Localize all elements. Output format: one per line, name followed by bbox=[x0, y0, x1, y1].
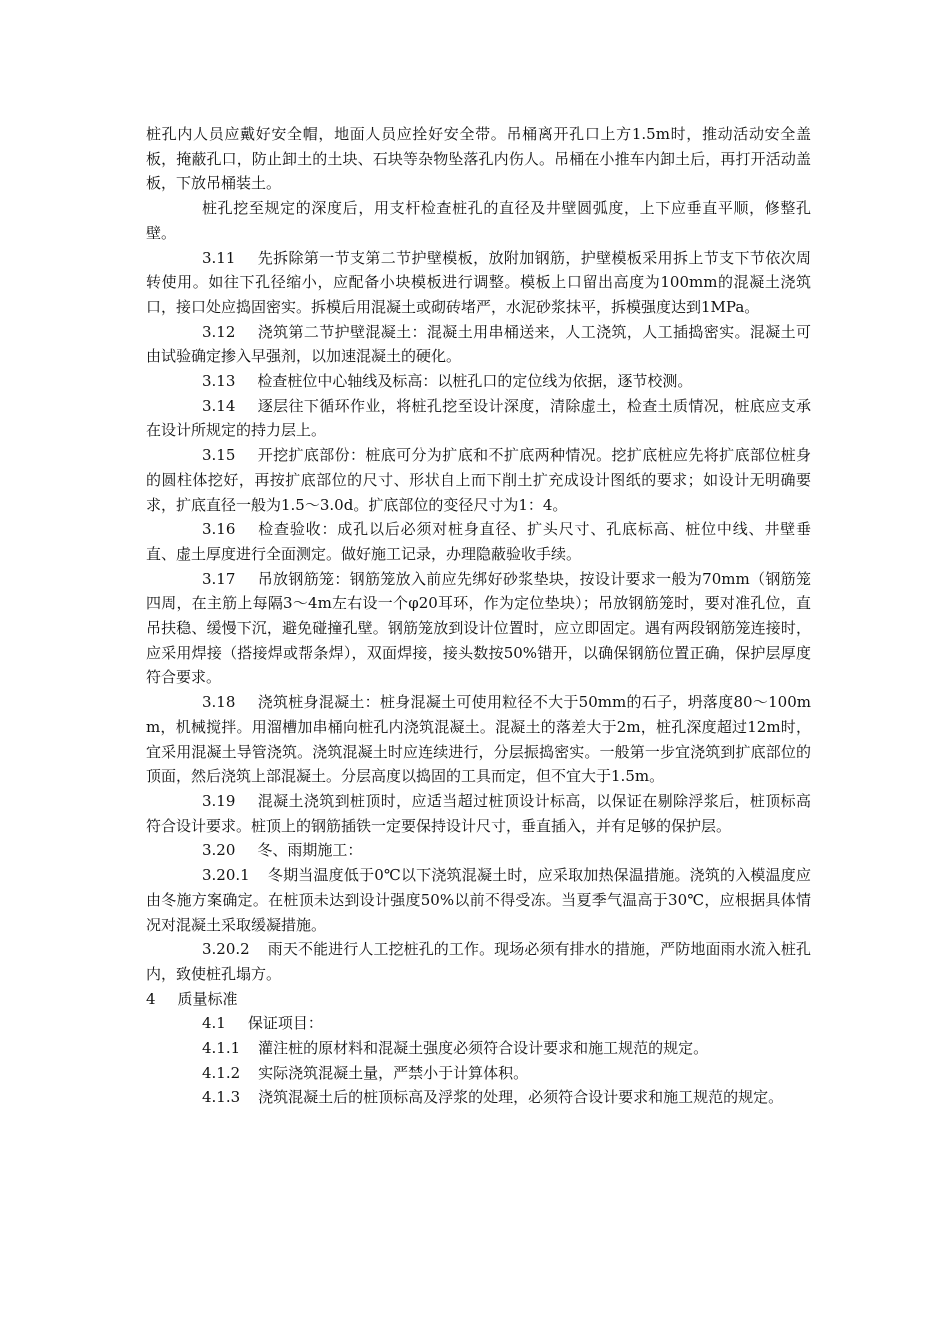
paragraph-3-16 bbox=[146, 517, 811, 566]
paragraph-text: 灌注桩的原材料和混凝土强度必须符合设计要求和施工规范的规定。 bbox=[258, 1039, 709, 1058]
paragraph-text: 开挖扩底部份：桩底可分为扩底和不扩底两种情况。挖扩底桩应先将扩底部位桩身的圆柱体挖好，再按扩底部位的尺寸、形状自上而下削土扩充成设计图纸的要求；如设计无明确要求，扩底直径一般为1.5～3.0d。扩底部位的变径尺寸为1：4。 bbox=[146, 446, 811, 514]
paragraph-text: 雨天不能进行人工挖桩孔的工作。现场必须有排水的措施，严防地面雨水流入桩孔内，致使桩孔塌方。 bbox=[146, 940, 811, 983]
section-number: 4 bbox=[146, 989, 156, 1008]
paragraph-4-1-1 bbox=[146, 1036, 811, 1061]
paragraph-3-13 bbox=[146, 369, 811, 394]
clause-number: 3.15 bbox=[202, 446, 236, 465]
clause-number: 4.1.2 bbox=[202, 1063, 241, 1082]
paragraph-3-14 bbox=[146, 394, 811, 443]
paragraph-3-20-1 bbox=[146, 863, 811, 937]
clause-number: 3.17 bbox=[202, 569, 236, 588]
paragraph-3-19 bbox=[146, 789, 811, 838]
clause-number: 3.20 bbox=[202, 841, 236, 860]
paragraph-text: 保证项目： bbox=[247, 1014, 323, 1033]
clause-number: 4.1.3 bbox=[202, 1088, 241, 1107]
paragraph-3-20-2 bbox=[146, 937, 811, 986]
paragraph-text: 检查桩位中心轴线及标高：以桩孔口的定位线为依据，逐节校测。 bbox=[257, 372, 693, 391]
clause-number: 3.13 bbox=[202, 372, 236, 391]
paragraph-text: 混凝土浇筑到桩顶时，应适当超过桩顶设计标高，以保证在剔除浮浆后，桩顶标高符合设计要求。桩顶上的钢筋插铁一定要保持设计尺寸，垂直插入，并有足够的保护层。 bbox=[146, 791, 811, 835]
clause-number: 3.12 bbox=[202, 322, 236, 341]
clause-number: 4.1 bbox=[202, 1014, 226, 1033]
paragraph-text: 冬、雨期施工： bbox=[257, 841, 363, 860]
section-heading-4 bbox=[146, 987, 811, 1012]
clause-number: 3.14 bbox=[202, 396, 236, 415]
paragraph-3-18 bbox=[146, 690, 811, 789]
paragraph-3-15 bbox=[146, 443, 811, 517]
clause-number: 3.20.1 bbox=[202, 866, 250, 885]
paragraph-4-1-3 bbox=[146, 1085, 811, 1110]
paragraph-text: 浇筑桩身混凝土：桩身混凝土可使用粒径不大于50mm的石子，坍落度80～100mm，机械搅拌。用溜槽加串桶向桩孔内浇筑混凝土。混凝土的落差大于2m，桩孔深度超过12m时，宜采用混凝土导管浇筑。浇筑混凝土时应连续进行，分层振捣密实。一般第一步宜浇筑到扩底部位的顶面，然后浇筑上部混凝土。分层高度以捣固的工具而定，但不宜大于1.5m。 bbox=[146, 693, 811, 786]
clause-number: 3.19 bbox=[202, 791, 236, 810]
paragraph-3-20 bbox=[146, 838, 811, 863]
paragraph-text: 先拆除第一节支第二节护壁模板，放附加钢筋，护壁模板采用拆上节支下节依次周转使用。如往下孔径缩小，应配备小块模板进行调整。模板上口留出高度为100mm的混凝土浇筑口，接口处应捣固密实。拆模后用混凝土或砌砖堵严，水泥砂浆抹平，拆模强度达到1MPa。 bbox=[146, 248, 811, 316]
paragraph-text: 检查验收：成孔以后必须对桩身直径、扩头尺寸、孔底标高、桩位中线、井壁垂直、虚土厚度进行全面测定。做好施工记录，办理隐蔽验收手续。 bbox=[146, 520, 811, 563]
clause-number: 3.11 bbox=[202, 248, 236, 267]
paragraph-text: 实际浇筑混凝土量，严禁小于计算体积。 bbox=[258, 1063, 529, 1082]
document-body bbox=[146, 122, 811, 1110]
paragraph-4-1-2 bbox=[146, 1061, 811, 1086]
paragraph-3-17 bbox=[146, 567, 811, 691]
paragraph-text: 桩孔挖至规定的深度后，用支杆检查桩孔的直径及井壁圆弧度，上下应垂直平顺，修整孔壁。 bbox=[146, 199, 811, 242]
paragraph-text: 逐层往下循环作业，将桩孔挖至设计深度，清除虚土，检查土质情况，桩底应支承在设计所规定的持力层上。 bbox=[146, 396, 811, 440]
paragraph-text: 吊放钢筋笼：钢筋笼放入前应先绑好砂浆垫块，按设计要求一般为70mm（钢筋笼四周，在主筋上每隔3～4m左右设一个φ20耳环，作为定位垫块）；吊放钢筋笼时，要对准孔位，直吊扶稳、缓慢下沉，避免碰撞孔壁。钢筋笼放到设计位置时，应立即固定。遇有两段钢筋笼连接时，应采用焊接（搭接焊或帮条焊），双面焊接，接头数按50%错开，以确保钢筋位置正确，保护层厚度符合要求。 bbox=[146, 569, 811, 687]
clause-number: 3.18 bbox=[202, 693, 236, 712]
paragraph-3-11 bbox=[146, 246, 811, 320]
paragraph-check bbox=[146, 196, 811, 245]
clause-number: 3.20.2 bbox=[202, 940, 250, 959]
paragraph-text: 桩孔内人员应戴好安全帽，地面人员应拴好安全带。吊桶离开孔口上方1.5m时，推动活动安全盖板，掩蔽孔口，防止卸土的土块、石块等杂物坠落孔内伤人。吊桶在小推车内卸土后，再打开活动盖板，下放吊桶装土。 bbox=[146, 125, 811, 193]
paragraph-3-12 bbox=[146, 320, 811, 369]
paragraph-text: 浇筑第二节护壁混凝土：混凝土用串桶送来，人工浇筑，人工插捣密实。混凝土可由试验确定掺入早强剂，以加速混凝土的硬化。 bbox=[146, 322, 811, 366]
clause-number: 3.16 bbox=[202, 520, 236, 539]
paragraph-4-1 bbox=[146, 1011, 811, 1036]
paragraph-intro bbox=[146, 122, 811, 196]
paragraph-text: 浇筑混凝土后的桩顶标高及浮浆的处理，必须符合设计要求和施工规范的规定。 bbox=[258, 1088, 784, 1107]
paragraph-text: 冬期当温度低于0℃以下浇筑混凝土时，应采取加热保温措施。浇筑的入模温度应由冬施方案确定。在桩顶未达到设计强度50%以前不得受冻。当夏季气温高于30℃，应根据具体情况对混凝土采取缓凝措施。 bbox=[146, 866, 811, 934]
clause-number: 4.1.1 bbox=[202, 1039, 241, 1058]
section-title: 质量标准 bbox=[177, 989, 238, 1008]
